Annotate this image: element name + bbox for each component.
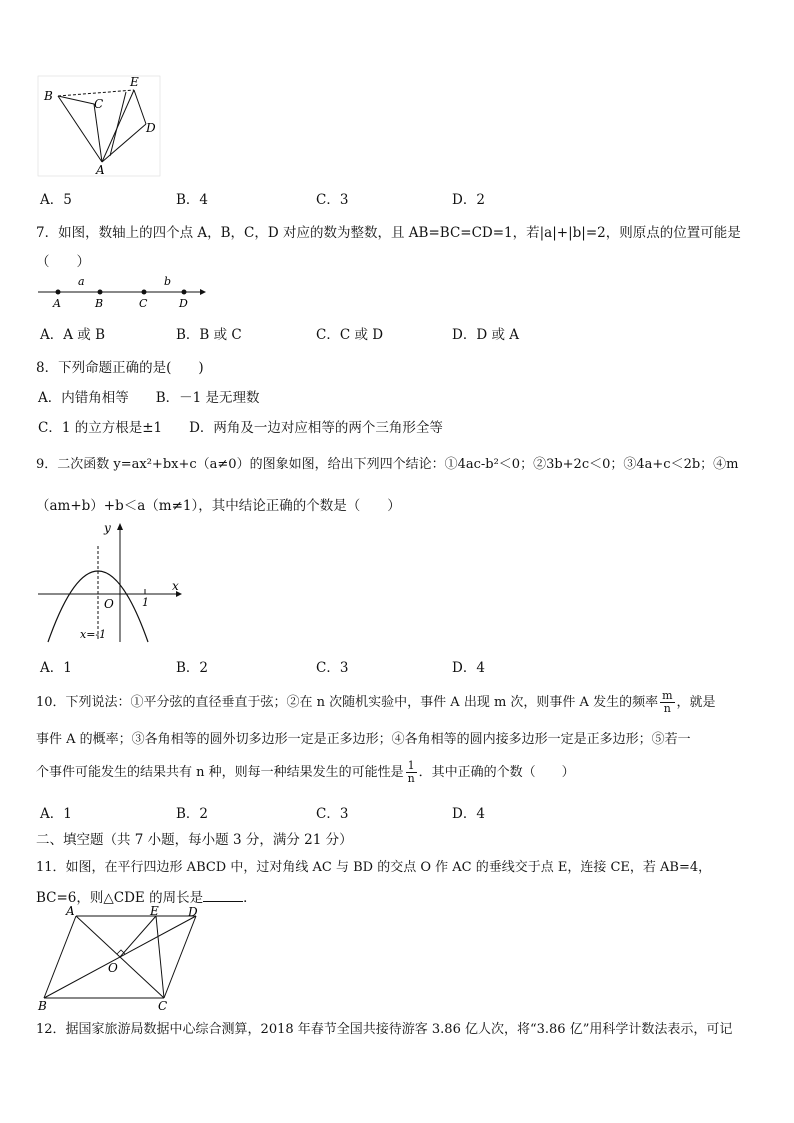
q9-line2: （am+b）+b＜a（m≠1），其中结论正确的个数是（ ） bbox=[36, 498, 401, 514]
q11-label-A: A bbox=[66, 904, 75, 918]
q10-fraction-1: 1 bbox=[407, 759, 415, 772]
q6-label-B: B bbox=[44, 89, 53, 103]
q11-label-D: D bbox=[188, 905, 198, 919]
q7-label-B: B bbox=[95, 297, 104, 310]
q9-option-a: A．1 bbox=[40, 660, 72, 676]
q10-fraction-m: m bbox=[662, 689, 673, 702]
q10-option-b: B．2 bbox=[176, 806, 209, 822]
q10-line3 bbox=[36, 760, 575, 785]
q11-line2-text: BC=6，则△CDE 的周长是 bbox=[36, 890, 204, 906]
q8-line2: C．1 的立方根是±1 D．两角及一边对应相等的两个三角形全等 bbox=[38, 420, 443, 436]
q7-option-d: D．D 或 A bbox=[452, 327, 519, 343]
q9-label-x: x bbox=[172, 579, 179, 593]
q7-label-A: A bbox=[53, 297, 61, 310]
section-heading: 二、填空题（共 7 小题，每小题 3 分，满分 21 分） bbox=[36, 832, 353, 848]
q11-label-B: B bbox=[38, 999, 47, 1013]
q9-option-d: D．4 bbox=[452, 660, 485, 676]
q6-option-c: C．3 bbox=[316, 192, 349, 208]
q6-label-E: E bbox=[130, 75, 139, 89]
q9-parabola-graph bbox=[36, 518, 186, 646]
q6-option-b: B．4 bbox=[176, 192, 209, 208]
q9-option-b: B．2 bbox=[176, 660, 209, 676]
q6-label-D: D bbox=[146, 121, 156, 135]
q6-figure bbox=[36, 72, 166, 180]
q10-line1-text: 10．下列说法：①平分弦的直径垂直于弦；②在 n 次随机实验中，事件 A 出现 m 次，则事件 A 发生的频率 bbox=[36, 695, 659, 710]
q7-option-b: B．B 或 C bbox=[176, 327, 242, 343]
q9-label-O: O bbox=[104, 597, 114, 611]
q8-line1: A．内错角相等 B．－1 是无理数 bbox=[38, 390, 260, 406]
q7-paren: （ ） bbox=[36, 254, 90, 270]
q10-fraction-m-n bbox=[660, 690, 674, 715]
q10-line1 bbox=[36, 690, 716, 715]
q7-label-b: b bbox=[164, 275, 172, 288]
q9-line1: 9．二次函数 y=ax²+bx+c（a≠0）的图象如图，给出下列四个结论：①4ac-b²＜0；②3b+2c＜0；③4a+c＜2b；④m bbox=[36, 457, 739, 472]
q11-label-O: O bbox=[108, 961, 118, 975]
q10-line3-end: ．其中正确的个数（ ） bbox=[418, 765, 575, 780]
q9-label-axis: x=-1 bbox=[80, 628, 107, 641]
q11-label-C: C bbox=[158, 999, 168, 1013]
q7-option-c: C．C 或 D bbox=[316, 327, 384, 343]
q6-option-d: D．2 bbox=[452, 192, 485, 208]
q11-parallelogram-figure bbox=[36, 904, 204, 1014]
q9-label-1: 1 bbox=[142, 596, 149, 609]
q6-label-A: A bbox=[96, 163, 105, 177]
q10-fraction-n2: n bbox=[407, 772, 415, 785]
q11-line2-end: ． bbox=[243, 890, 257, 906]
q7-number-line bbox=[36, 274, 206, 310]
q9-label-y: y bbox=[104, 521, 111, 535]
q10-line1-end: ，就是 bbox=[676, 695, 716, 710]
q6-label-C: C bbox=[94, 97, 104, 111]
q7-label-a: a bbox=[78, 275, 85, 288]
q7-label-D: D bbox=[179, 297, 188, 310]
q10-line2: 事件 A 的概率；③各角相等的圆外切多边形一定是正多边形；④各角相等的圆内接多边形一定是正多边形；⑤若一 bbox=[36, 732, 691, 747]
q10-option-a: A．1 bbox=[40, 806, 72, 822]
q11-label-E: E bbox=[150, 904, 159, 918]
q7-text: 7．如图，数轴上的四个点 A，B，C，D 对应的数为整数，且 AB=BC=CD=1，若|a|+|b|=2，则原点的位置可能是 bbox=[36, 225, 741, 241]
q10-option-c: C．3 bbox=[316, 806, 349, 822]
q7-option-a: A．A 或 B bbox=[40, 327, 106, 343]
q6-option-a: A．5 bbox=[40, 192, 72, 208]
q10-option-d: D．4 bbox=[452, 806, 485, 822]
q12-line1: 12．据国家旅游局数据中心综合测算，2018 年春节全国共接待游客 3.86 亿人次，将“3.86 亿”用科学计数法表示，可记 bbox=[36, 1022, 733, 1037]
q11-answer-blank[interactable] bbox=[203, 901, 243, 902]
q11-line2 bbox=[36, 886, 257, 906]
q11-line1: 11．如图，在平行四边形 ABCD 中，过对角线 AC 与 BD 的交点 O 作 AC 的垂线交于点 E，连接 CE，若 AB=4， bbox=[36, 860, 712, 875]
q10-fraction-1-n bbox=[406, 760, 417, 785]
q9-option-c: C．3 bbox=[316, 660, 349, 676]
q10-line3-text: 个事件可能发生的结果共有 n 种，则每一种结果发生的可能性是 bbox=[36, 765, 404, 780]
q8-text: 8．下列命题正确的是( ) bbox=[36, 360, 204, 376]
q7-label-C: C bbox=[139, 297, 148, 310]
q10-fraction-n: n bbox=[663, 702, 671, 715]
